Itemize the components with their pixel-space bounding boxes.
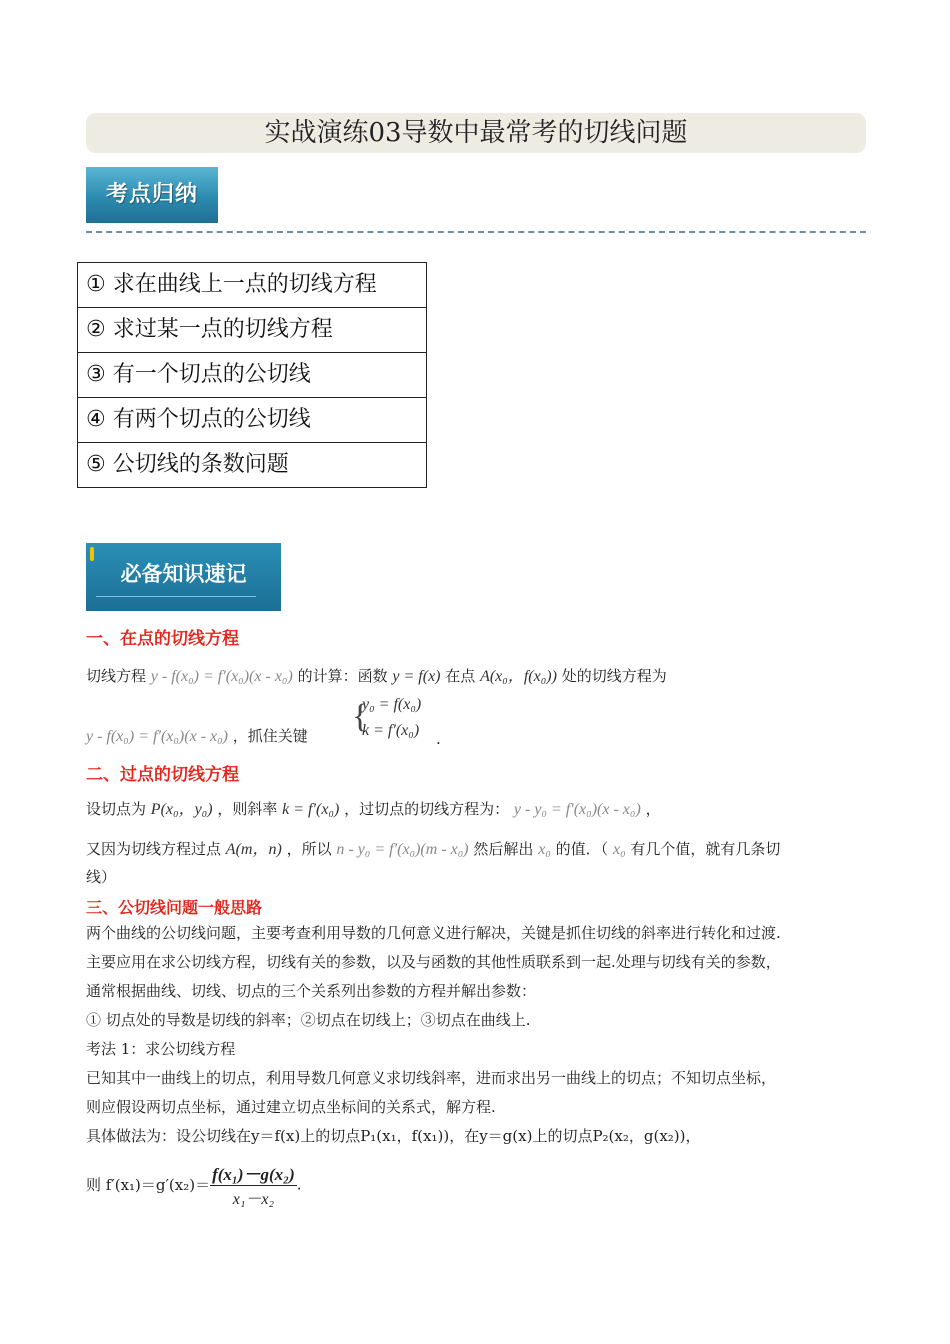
paragraph-line: 具体做法为：设公切线在y＝f(x)上的切点P₁(x₁，f(x₁))，在y＝g(x)上的切点P₂(x₂，g(x₂))， — [86, 1127, 701, 1145]
sec2-line2 — [86, 836, 780, 859]
section-heading-3: 三、公切线问题一般思路 — [86, 898, 263, 917]
formula-x0-b: x₀ — [612, 841, 626, 858]
text: 的计算：函数 — [297, 667, 388, 685]
topic-cell: ④ 有两个切点的公切线 — [78, 398, 427, 443]
formula-mn: n - y₀ = f′(x₀)(m - x₀) — [336, 841, 469, 858]
text: 在点 — [445, 667, 476, 685]
formula-line: y - y₀ = f′(x₀)(x - x₀) — [513, 801, 641, 818]
paragraph-line: 通常根据曲线、切线、切点的三个关系列出参数的方程并解出参数： — [86, 982, 537, 1000]
page-title: 实战演练03导数中最常考的切线问题 — [86, 113, 866, 153]
table-row — [78, 353, 427, 398]
sec3-body — [86, 919, 876, 1151]
sec1-line1 — [86, 663, 667, 686]
fraction-numerator: f(x₁)－g(x₂) — [210, 1160, 297, 1186]
formula-tangent-point: P(x₀，y₀) — [150, 801, 213, 818]
brace-icon: { — [352, 698, 369, 735]
brace-line-2: k = f′(x₀) — [362, 722, 420, 739]
text: 的值．（ — [555, 840, 609, 858]
section-badge-key-points: 考点归纳 — [86, 167, 218, 223]
formula-point-a: A(m，n) — [225, 841, 282, 858]
text: 又因为切线方程过点 — [86, 840, 222, 858]
text: 设切点为 — [86, 800, 147, 818]
text: 切线方程 — [86, 667, 147, 685]
formula-slope: k = f′(x₀) — [282, 801, 340, 818]
table-row — [78, 263, 427, 308]
topic-cell: ② 求过某一点的切线方程 — [78, 308, 427, 353]
badge-label: 必备知识速记 — [120, 562, 247, 586]
text: 有几个值，就有几条切 — [630, 840, 781, 858]
paragraph-line: ① 切点处的导数是切线的斜率；②切点在切线上；③切点在曲线上. — [86, 1011, 531, 1029]
text: ，抓住关键 — [232, 727, 308, 745]
brace-line-1: y₀ = f(x₀) — [362, 696, 422, 713]
topic-table — [77, 262, 427, 488]
formula-function: y = f(x) — [392, 668, 441, 685]
sec3-formula-line — [86, 1160, 302, 1209]
topic-cell: ① 求在曲线上一点的切线方程 — [78, 263, 427, 308]
sec1-line2 — [86, 725, 308, 746]
formula-point: A(x₀，f(x₀)) — [480, 668, 557, 685]
paragraph-line: 已知其中一曲线上的切点，利用导数几何意义求切线斜率，进而求出另一曲线上的切点；不知切点坐标， — [86, 1069, 777, 1087]
table-row — [78, 398, 427, 443]
section-badge-knowledge — [86, 543, 281, 611]
section-heading-2: 二、过点的切线方程 — [86, 765, 239, 785]
text: ， — [645, 800, 661, 818]
text: 则 f′(x₁)＝g′(x₂)＝ — [86, 1176, 211, 1194]
text: ，所以 — [286, 840, 332, 858]
text: ，过切点的切线方程为： — [344, 800, 510, 818]
paragraph-line: 则应假设两切点坐标，通过建立切点坐标间的关系式，解方程. — [86, 1098, 496, 1116]
period: . — [436, 730, 441, 748]
table-row — [78, 308, 427, 353]
text: ，则斜率 — [217, 800, 278, 818]
sec2-line1 — [86, 796, 661, 819]
table-row — [78, 443, 427, 488]
text: 处的切线方程为 — [561, 667, 667, 685]
formula-tangent: y - f(x₀) = f′(x₀)(x - x₀) — [150, 668, 293, 685]
text: 然后解出 — [473, 840, 534, 858]
badge-underline — [96, 596, 256, 597]
dashed-divider — [86, 231, 866, 233]
section-heading-1: 一、在点的切线方程 — [86, 629, 239, 649]
paragraph-line: 两个曲线的公切线问题，主要考查利用导数的几何意义进行解决，关键是抓住切线的斜率进行转化和过渡. — [86, 924, 781, 942]
topic-cell: ⑤ 公切线的条数问题 — [78, 443, 427, 488]
topic-cell: ③ 有一个切点的公切线 — [78, 353, 427, 398]
paragraph-line: 考法 1：求公切线方程 — [86, 1040, 236, 1058]
formula-tangent-repeat: y - f(x₀) = f′(x₀)(x - x₀) — [86, 728, 229, 745]
text: . — [296, 1175, 302, 1194]
fraction-denominator: x₁－x₂ — [232, 1191, 275, 1208]
fraction — [210, 1160, 297, 1209]
sec2-line3: 线） — [86, 868, 117, 886]
formula-x0: x₀ — [538, 841, 551, 858]
paragraph-line: 主要应用在求公切线方程，切线有关的参数，以及与函数的其他性质联系到一起.处理与切线有关的参数， — [86, 953, 781, 971]
